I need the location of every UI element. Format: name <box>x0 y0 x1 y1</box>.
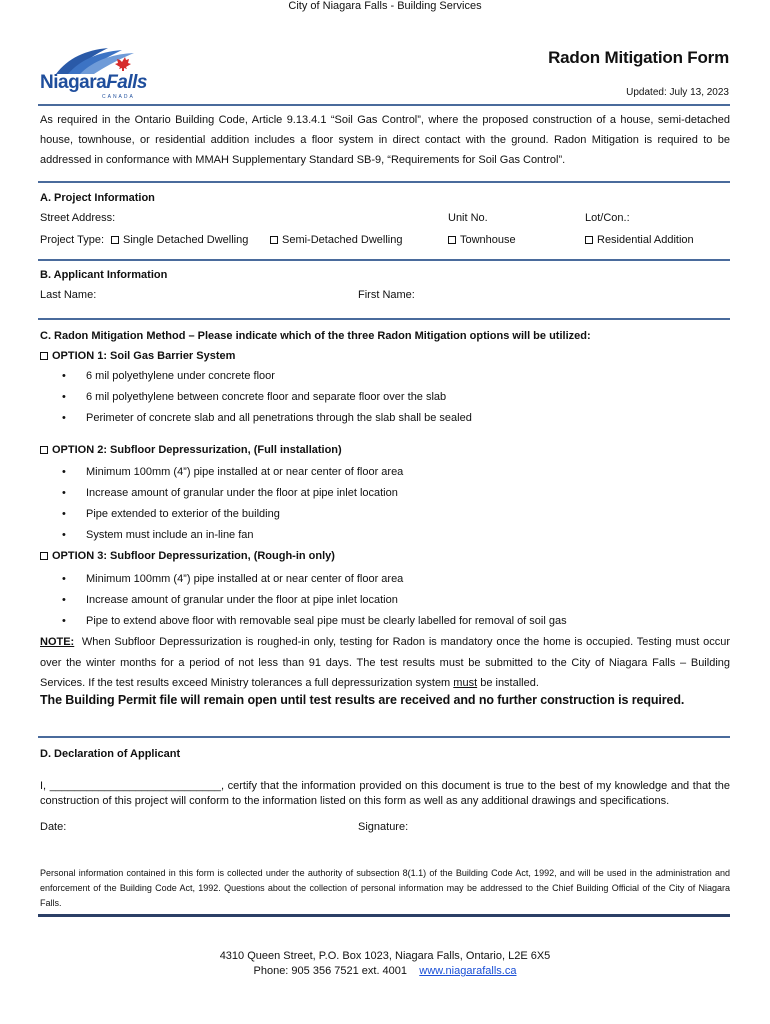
checkbox[interactable] <box>40 352 48 360</box>
section-b-heading: B. Applicant Information <box>40 269 168 281</box>
footer-divider <box>38 914 730 917</box>
divider-b <box>38 259 730 261</box>
divider-a <box>38 181 730 183</box>
niagara-falls-logo <box>38 44 146 100</box>
footer-address: 4310 Queen Street, P.O. Box 1023, Niagara Falls, Ontario, L2E 6X5 <box>219 950 551 962</box>
list-item: • Pipe to extend above floor with removable seal pipe must be clearly labelled for removal of soil gas <box>62 611 567 632</box>
type-townhouse[interactable]: Townhouse <box>448 234 516 246</box>
unit-no-label: Unit No. <box>448 212 488 224</box>
list-item: • Pipe extended to exterior of the building <box>62 504 403 525</box>
date-label: Date: <box>40 821 67 833</box>
checkbox[interactable] <box>40 552 48 560</box>
note-paragraph: NOTE: When Subfloor Depressurization is roughed-in only, testing for Radon is mandatory once the home is occupied. Testing must occur over the winter months for a period of not less than 91 days. The test results must be submitted to the City of Niagara Falls – Building Services. If the test results exceed Ministry tolerances a full depressurization system must be installed. <box>40 636 730 689</box>
section-d-heading: D. Declaration of Applicant <box>40 748 181 760</box>
permit-statement: The Building Permit file will remain open until test results are received and no further construction is required. <box>40 693 685 707</box>
section-a-heading: A. Project Information <box>40 192 155 204</box>
list-item: • Perimeter of concrete slab and all penetrations through the slab shall be sealed <box>62 408 472 429</box>
first-name-label: First Name: <box>358 289 415 301</box>
street-address-label: Street Address: <box>40 212 116 224</box>
signature-label: Signature: <box>358 821 409 833</box>
section-c-heading: C. Radon Mitigation Method – Please indicate which of the three Radon Mitigation options will be utilized: <box>40 330 591 342</box>
list-item: • Minimum 100mm (4”) pipe installed at or near center of floor area <box>62 569 567 590</box>
option-2-list <box>62 462 403 546</box>
list-item: • System must include an in-line fan <box>62 525 403 546</box>
divider-d <box>38 736 730 738</box>
declaration-text: I, ____________________________, certify that the information provided on this document is true to the best of my knowledge and that the construction of this project will conform to the information listed on this form as well as any additional drawings and specifications. <box>40 780 730 807</box>
checkbox[interactable] <box>40 446 48 454</box>
project-type-label: Project Type: <box>40 234 104 246</box>
list-item: • 6 mil polyethylene between concrete floor and separate floor over the slab <box>62 387 472 408</box>
form-title: Radon Mitigation Form <box>548 48 729 67</box>
list-item: • Increase amount of granular under the floor at pipe inlet location <box>62 590 567 611</box>
checkbox[interactable] <box>585 236 593 244</box>
updated-date: Updated: July 13, 2023 <box>626 87 729 98</box>
list-item: • 6 mil polyethylene under concrete floor <box>62 366 472 387</box>
divider-c <box>38 318 730 320</box>
footer-org: City of Niagara Falls - Building Services <box>288 0 482 12</box>
logo-text-accent: Falls <box>106 72 148 93</box>
intro-paragraph: As required in the Ontario Building Code, Article 9.13.4.1 “Soil Gas Control”, where the proposed construction of a house, semi-detached house, townhouse, or residential addition includes a floor system in direct contact with the ground. Radon Mitigation is required to be addressed in conformance with MMAH Supplementary Standard SB-9, “Requirements for Soil Gas Control”. <box>40 114 730 166</box>
note-label: NOTE: <box>40 636 75 648</box>
logo-text-main: Niagara <box>40 72 107 93</box>
type-semi-detached[interactable]: Semi-Detached Dwelling <box>270 234 402 246</box>
footer-contact <box>0 965 770 977</box>
logo-subtext: CANADA <box>102 94 135 100</box>
checkbox[interactable] <box>111 236 119 244</box>
header-divider <box>38 104 730 106</box>
option-3[interactable]: OPTION 3: Subfloor Depressurization, (Rough-in only) <box>40 550 335 562</box>
note-must: must <box>453 677 478 689</box>
option-1[interactable]: OPTION 1: Soil Gas Barrier System <box>40 350 235 362</box>
list-item: • Minimum 100mm (4”) pipe installed at or near center of floor area <box>62 462 403 483</box>
type-residential-addition[interactable]: Residential Addition <box>585 234 694 246</box>
lot-con-label: Lot/Con.: <box>585 212 630 224</box>
option-1-list <box>62 366 472 429</box>
type-single-detached[interactable]: Single Detached Dwelling <box>111 234 248 246</box>
checkbox[interactable] <box>448 236 456 244</box>
last-name-label: Last Name: <box>40 289 97 301</box>
option-3-list <box>62 569 567 632</box>
privacy-notice: Personal information contained in this form is collected under the authority of subsection 8(1.1) of the Building Code Act, 1992, and will be used in the administration and enforcement of the Building Code Act, 1992. Questions about the collection of personal information may be addressed to the Chief Building Official of the City of Niagara Falls. <box>40 868 730 908</box>
option-2[interactable]: OPTION 2: Subfloor Depressurization, (Full installation) <box>40 444 342 456</box>
footer-phone: Phone: 905 356 7521 ext. 4001 <box>253 965 408 977</box>
checkbox[interactable] <box>270 236 278 244</box>
list-item: • Increase amount of granular under the floor at pipe inlet location <box>62 483 403 504</box>
website-link[interactable]: www.niagarafalls.ca <box>419 965 517 977</box>
